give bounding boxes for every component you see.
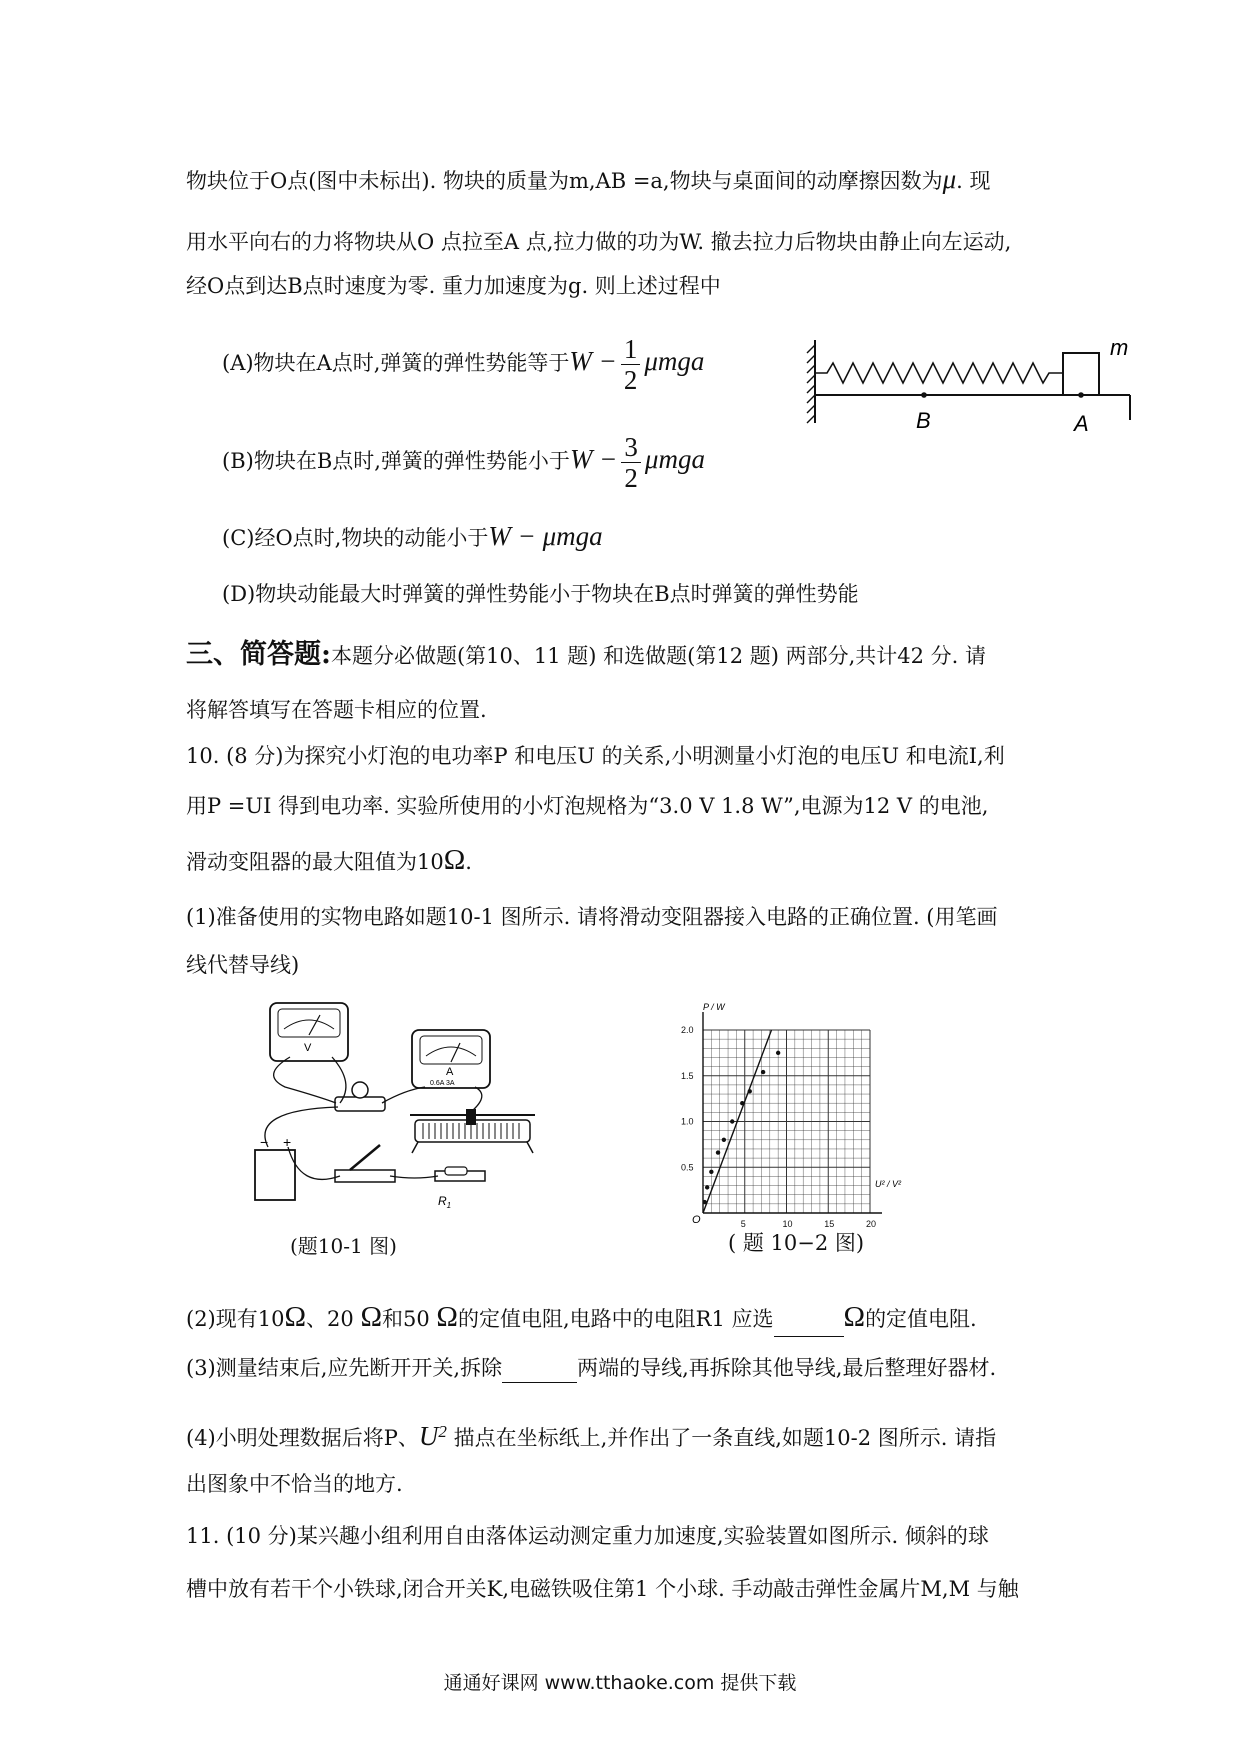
paragraph-line-3: 经O点到达B点时速度为零. 重力加速度为g. 则上述过程中 — [186, 274, 721, 298]
option-c-math: W − μmga — [488, 521, 603, 551]
circuit-figure — [240, 995, 540, 1225]
u-superscript: 2 — [438, 1422, 447, 1441]
chart-data-point — [702, 1200, 706, 1204]
option-d: (D)物块动能最大时弹簧的弹性势能小于物块在B点时弹簧的弹性势能 — [222, 582, 859, 606]
label-b: B — [916, 408, 931, 433]
option-a-math: μmga — [644, 346, 705, 376]
spring — [815, 363, 1063, 383]
q10-sub4-line-1 — [186, 1415, 996, 1455]
chart-x-tick-label: 15 — [824, 1219, 835, 1229]
omega-symbol: Ω — [436, 1301, 458, 1333]
paragraph-line-2: 用水平向右的力将物块从O 点拉至A 点,拉力做的功为W. 撤去拉力后物块由静止向左运动, — [186, 230, 1012, 254]
option-b-text: (B)物块在B点时,弹簧的弹性势能小于 — [222, 449, 570, 473]
q11-line-2: 槽中放有若干个小铁球,闭合开关K,电磁铁吸住第1 个小球. 手动敲击弹性金属片M,M 与触 — [186, 1577, 1019, 1601]
option-b-math: W − — [569, 444, 618, 474]
q10-line-2: 用P =UI 得到电功率. 实验所使用的小灯泡规格为“3.0 V 1.8 W”,电源为12 V 的电池, — [186, 794, 989, 818]
option-b-math: μmga — [644, 444, 705, 474]
chart-data-point — [722, 1138, 726, 1142]
q10-line-3 — [186, 846, 472, 876]
chart-data-point — [705, 1185, 709, 1189]
q10-sub3-text: (3)测量结束后,应先断开开关,拆除 — [186, 1356, 503, 1380]
resistor-label: $R_1$ — [438, 1194, 452, 1210]
footer: 通通好课网 www.tthaoke.com 提供下载 — [443, 1672, 797, 1694]
chart-data-point — [730, 1119, 734, 1123]
chart-points — [702, 1051, 780, 1205]
option-c-text: (C)经O点时,物块的动能小于 — [222, 526, 489, 550]
wall-hatching — [807, 345, 815, 423]
battery-minus: − — [260, 1134, 269, 1150]
ammeter-range: 0.6A 3A — [430, 1080, 455, 1087]
option-a-math: W − — [569, 346, 617, 376]
option-a-text: (A)物块在A点时,弹簧的弹性势能等于 — [222, 351, 570, 375]
label-m: m — [1110, 335, 1129, 360]
paragraph-text: . 现 — [956, 169, 991, 193]
point-b-dot — [921, 392, 927, 398]
q10-sub2-text: (2)现有10 — [186, 1307, 285, 1331]
resistor-r1 — [435, 1167, 485, 1210]
chart-data-point — [761, 1070, 765, 1074]
q10-text: . — [465, 850, 472, 874]
spring-block-figure — [805, 335, 1140, 450]
q10-sub4-text: 描点在坐标纸上,并作出了一条直线,如题10-2 图所示. 请指 — [446, 1426, 997, 1450]
fraction-numerator: 1 — [621, 334, 641, 365]
voltmeter-label: V — [304, 1042, 312, 1054]
chart-y-tick-label: 0.5 — [681, 1162, 694, 1173]
section-3-line-1 — [186, 638, 986, 673]
section-3-title: 三、简答题: — [186, 639, 331, 670]
q10-sub1-line-2: 线代替导线) — [186, 953, 300, 977]
fraction-denominator: 2 — [624, 463, 638, 493]
chart-grid — [703, 1012, 882, 1213]
mu-symbol: μ — [942, 164, 957, 194]
q10-sub1-line-1: (1)准备使用的实物电路如题10-1 图所示. 请将滑动变阻器接入电路的正确位置. (用笔画 — [186, 905, 998, 929]
voltmeter — [270, 1003, 348, 1061]
q11-line-1: 11. (10 分)某兴趣小组利用自由落体运动测定重力加速度,实验装置如图所示. 倾斜的球 — [186, 1524, 989, 1548]
option-c — [222, 522, 603, 552]
u-symbol: U — [418, 1421, 439, 1451]
ammeter-label: A — [446, 1066, 454, 1078]
option-a-fraction — [621, 334, 641, 395]
q10-sub4-text: (4)小明处理数据后将P、 — [186, 1426, 419, 1450]
chart-y-tick-label: 2.0 — [681, 1025, 694, 1035]
q10-text: 滑动变阻器的最大阻值为10 — [186, 850, 444, 874]
chart-data-point — [716, 1150, 720, 1154]
ammeter — [412, 1030, 490, 1088]
chart-data-point — [776, 1051, 780, 1055]
q10-sub3-text: 两端的导线,再拆除其他导线,最后整理好器材. — [577, 1356, 997, 1380]
fraction-denominator: 2 — [623, 365, 638, 395]
omega-symbol: Ω — [443, 844, 466, 876]
chart-origin-label: O — [692, 1214, 701, 1226]
omega-symbol: Ω — [843, 1301, 866, 1333]
chart-y-label: P / W — [703, 1002, 725, 1012]
option-a — [222, 330, 704, 395]
chart-data-point — [740, 1101, 744, 1105]
p-u2-chart — [675, 995, 945, 1240]
q10-sub3 — [186, 1354, 996, 1383]
chart-x-tick-label: 20 — [866, 1219, 877, 1229]
omega-symbol: Ω — [360, 1301, 382, 1333]
chart-caption: ( 题 10−2 图) — [728, 1231, 865, 1255]
chart-data-point — [748, 1089, 752, 1093]
switch — [335, 1145, 395, 1182]
q10-sub2-text: 的定值电阻,电路中的电阻R1 应选 — [457, 1307, 774, 1331]
option-b-fraction — [621, 432, 641, 493]
q10-sub2-text: 和50 — [382, 1307, 437, 1331]
chart-y-tick-label: 1.0 — [681, 1116, 694, 1127]
chart-y-tick-label: 1.5 — [681, 1070, 694, 1081]
chart-x-label: U² / V² — [875, 1179, 901, 1189]
circuit-figure-caption: (题10-1 图) — [290, 1234, 397, 1258]
paragraph-text: 物块位于O点(图中未标出). 物块的质量为m,AB =a,物块与桌面间的动摩擦因数为 — [186, 169, 943, 193]
battery — [255, 1134, 295, 1200]
section-3-intro: 本题分必做题(第10、11 题) 和选做题(第12 题) 两部分,共计42 分. 请 — [330, 644, 987, 668]
q10-sub2-text: 、20 — [306, 1307, 361, 1331]
option-b — [222, 428, 705, 493]
chart-data-point — [709, 1170, 713, 1174]
label-a: A — [1074, 411, 1089, 436]
q10-sub4-line-2: 出图象中不恰当的地方. — [186, 1472, 403, 1496]
battery-plus: + — [283, 1134, 292, 1150]
answer-blank[interactable] — [502, 1354, 577, 1383]
q10-sub2-text: 的定值电阻. — [865, 1307, 977, 1331]
chart-x-tick-label: 5 — [740, 1219, 746, 1229]
chart-x-tick-label: 10 — [782, 1219, 793, 1229]
block-m — [1063, 353, 1099, 395]
q10-sub2 — [186, 1300, 977, 1337]
section-3-line-2: 将解答填写在答题卡相应的位置. — [186, 698, 487, 722]
chart-ticks — [681, 1025, 876, 1229]
bulb — [335, 1082, 385, 1111]
q10-line-1: 10. (8 分)为探究小灯泡的电功率P 和电压U 的关系,小明测量小灯泡的电压U 和电流I,利 — [186, 744, 1005, 768]
omega-symbol: Ω — [284, 1301, 307, 1333]
answer-blank[interactable] — [774, 1302, 844, 1337]
point-a-dot — [1078, 392, 1084, 398]
paragraph-line-1 — [186, 165, 991, 195]
fraction-numerator: 3 — [621, 432, 641, 463]
rheostat — [410, 1109, 535, 1153]
